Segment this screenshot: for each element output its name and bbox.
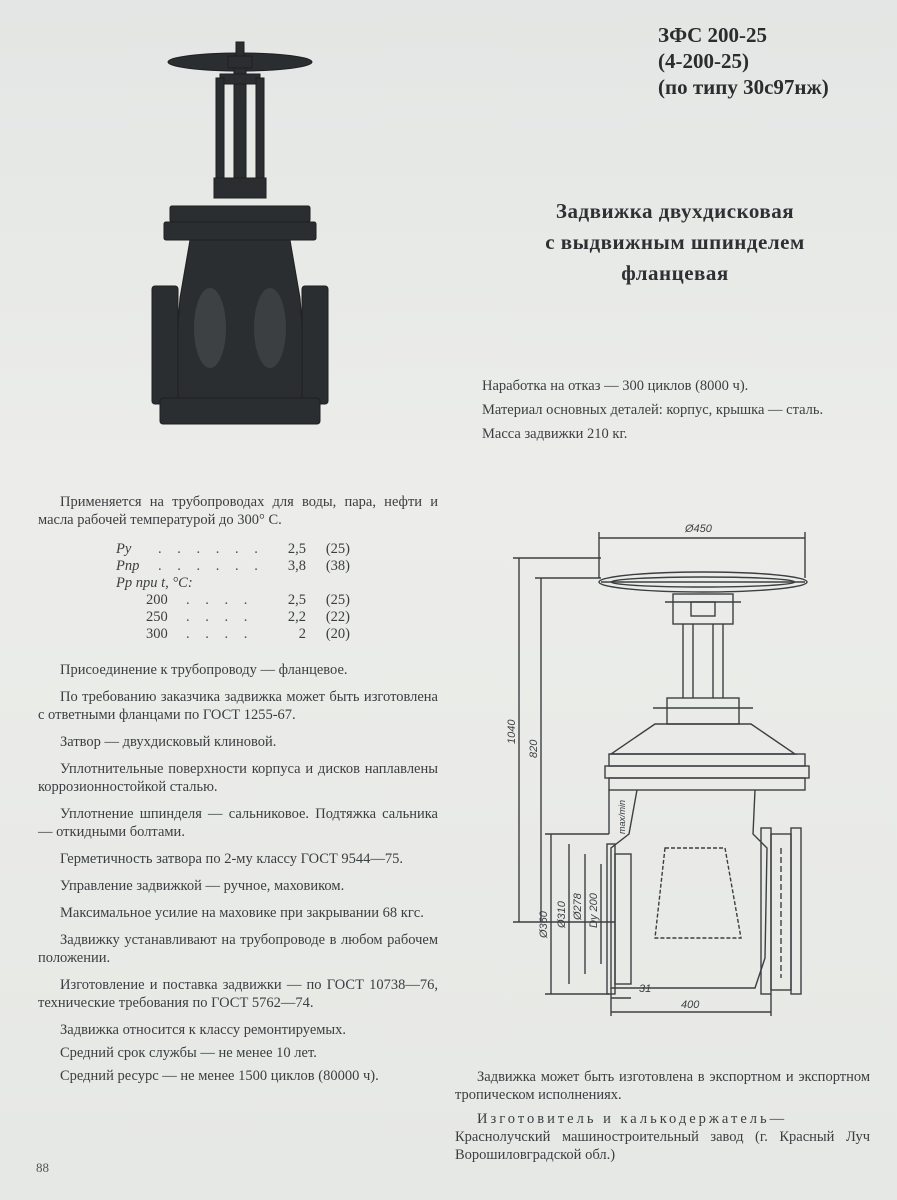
model-header [658, 22, 888, 100]
paragraph: Задвижка относится к классу ремонтируемых. [60, 1022, 347, 1038]
spec-dots: . . . . [186, 626, 254, 642]
spec-value-kgf: (25) [325, 541, 350, 557]
dim-label-31: 31 [639, 983, 652, 995]
dim-label-820: 820 [528, 739, 540, 758]
model-type: (по типу 30с97нж) [658, 75, 829, 99]
bottom-right-text [455, 1068, 870, 1164]
dim-label-dy200: Dy 200 [588, 893, 600, 928]
paragraph: Уплотнительные поверхности корпуса и дисков наплавлены коррозионностойкой сталью. [38, 761, 438, 795]
right-info [460, 377, 870, 452]
temp-pressure-kgf: (20) [325, 626, 350, 642]
pt-label-row [116, 575, 438, 592]
temp-value: 300 [146, 626, 168, 642]
valve-photo [150, 38, 330, 438]
spec-name: Pу [116, 541, 132, 557]
paragraph: Управление задвижкой — ручное, маховиком. [60, 878, 345, 894]
spec-dots: . . . . [186, 609, 254, 625]
intro-text: Применяется на трубопроводах для воды, пара, нефти и масла рабочей температурой до 300° С. [38, 494, 438, 528]
dim-label-450: Ø450 [685, 523, 712, 535]
title-line-3: фланцевая [621, 261, 729, 285]
dim-label-400: 400 [681, 999, 700, 1011]
left-column [38, 493, 438, 1090]
dim-label-278: Ø278 [572, 893, 584, 920]
dim-label-360: Ø360 [538, 911, 550, 938]
dim-label-1040: 1040 [506, 719, 518, 744]
paragraph: Задвижку устанавливают на трубопроводе в любом рабочем положении. [38, 932, 438, 966]
paragraph: Максимальное усилие на маховике при закрывании 68 кгс. [60, 905, 424, 921]
temp-pressure: 2,2 [287, 609, 306, 625]
page-number: 88 [36, 1160, 49, 1175]
spec-dots: . . . . . . [158, 558, 264, 574]
temp-pressure: 2,5 [287, 592, 306, 608]
pressure-specs [116, 541, 438, 643]
specification-paragraphs [38, 661, 438, 1085]
temp-row [116, 626, 438, 643]
maker-label: Изготовитель и калькодержатель— [477, 1111, 788, 1127]
export-text: Задвижка может быть изготовлена в экспортном и экспортном тропическом исполнениях. [455, 1069, 870, 1103]
paragraph: Затвор — двухдисковый клиновой. [60, 734, 277, 750]
temp-pressure: 2 [298, 626, 306, 642]
spec-value: 2,5 [287, 541, 306, 557]
spec-value-kgf: (38) [325, 558, 350, 574]
paragraph: Присоединение к трубопроводу — фланцевое. [60, 662, 348, 678]
temp-row [116, 592, 438, 609]
mass-text: Масса задвижки 210 кг. [482, 426, 628, 442]
spec-row [116, 541, 438, 558]
spec-dots: . . . . [186, 592, 254, 608]
dim-label-310: Ø310 [556, 901, 568, 928]
spec-name: Pпр [116, 558, 140, 574]
document-title [470, 196, 880, 289]
temp-pressure-kgf: (22) [325, 609, 350, 625]
technical-drawing [505, 518, 865, 1018]
model-code: ЗФС 200-25 [658, 23, 768, 47]
model-alt-code: (4-200-25) [658, 49, 749, 73]
spec-row [116, 558, 438, 575]
paragraph: По требованию заказчика задвижка может быть изготовлена с ответными фланцами по ГОСТ 1255-67. [38, 689, 438, 723]
temp-row [116, 609, 438, 626]
paragraph: Средний ресурс — не менее 1500 циклов (80000 ч). [60, 1068, 379, 1084]
spec-dots: . . . . . . [158, 541, 264, 557]
title-line-2: с выдвижным шпинделем [545, 230, 805, 254]
reliability-text: Наработка на отказ — 300 циклов (8000 ч). [482, 378, 749, 394]
temp-pressure-kgf: (25) [325, 592, 350, 608]
title-line-1: Задвижка двухдисковая [555, 199, 795, 223]
temp-value: 200 [146, 592, 168, 608]
paragraph: Уплотнение шпинделя — сальниковое. Подтяжка сальника — откидными болтами. [38, 806, 438, 840]
dim-label-hmin: max/min [617, 799, 627, 834]
paragraph: Средний срок службы — не менее 10 лет. [60, 1045, 317, 1061]
paragraph: Герметичность затвора по 2-му классу ГОСТ 9544—75. [60, 851, 404, 867]
material-text: Материал основных деталей: корпус, крышка — сталь. [482, 402, 824, 418]
pt-label: Pр при t, °С: [116, 575, 193, 591]
paragraph: Изготовление и поставка задвижки — по ГОСТ 10738—76, технические требования по ГОСТ 5762—74. [38, 977, 438, 1011]
spec-value: 3,8 [287, 558, 306, 574]
temp-value: 250 [146, 609, 168, 625]
maker-name: Краснолучский машиностроительный завод (г. Красный Луч Ворошиловградской обл.) [455, 1129, 870, 1163]
